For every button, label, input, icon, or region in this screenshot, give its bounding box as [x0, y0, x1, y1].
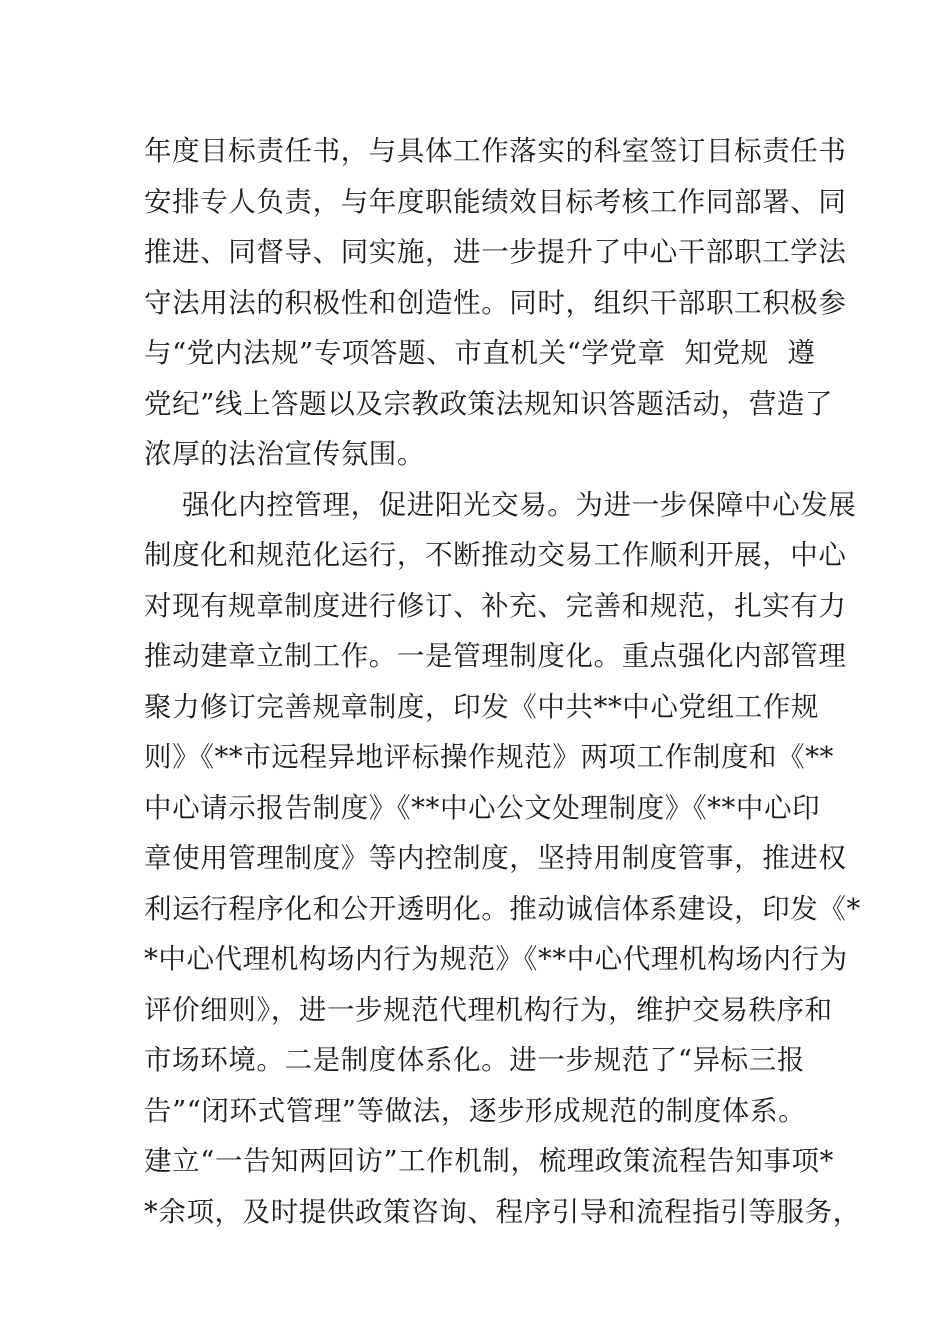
text-line: 强化内控管理，促进阳光交易。为进一步保障中心发展	[182, 488, 857, 521]
text-line: 与“党内法规”专项答题、市直机关“学党章 知党规 遵	[144, 337, 816, 369]
text-line: 年度目标责任书，与具体工作落实的科室签订目标责任书	[144, 135, 847, 167]
text-line: 推动建章立制工作。一是管理制度化。重点强化内部管理	[144, 640, 847, 672]
text-line: 推进、同督导、同实施，进一步提升了中心干部职工学法	[144, 236, 847, 268]
text-line: 守法用法的积极性和创造性。同时，组织干部职工积极参	[144, 286, 847, 319]
text-line: 中心请示报告制度》《**中心公文处理制度》《**中心印	[144, 791, 821, 824]
text-line: 市场环境。二是制度体系化。进一步规范了“异标三报	[144, 1044, 805, 1076]
text-line: 利运行程序化和公开透明化。推动诚信体系建设，印发《*	[144, 892, 861, 925]
text-line: 党纪”线上答题以及宗教政策法规知识答题活动，营造了	[144, 387, 834, 420]
text-line: 聚力修订完善规章制度，印发《中共**中心党组工作规	[144, 690, 819, 723]
text-line: *余项，及时提供政策咨询、程序引导和流程指引等服务，	[144, 1195, 861, 1228]
text-line: 告”“闭环式管理”等做法，逐步形成规范的制度体系。	[144, 1094, 807, 1127]
text-line: 安排专人负责，与年度职能绩效目标考核工作同部署、同	[144, 185, 847, 218]
text-line: 评价细则》，进一步规范代理机构行为，维护交易秩序和	[144, 993, 833, 1026]
text-line: *中心代理机构场内行为规范》《**中心代理机构场内行为	[144, 943, 848, 975]
text-line: 则》《**市远程异地评标操作规范》两项工作制度和《**	[144, 741, 834, 773]
text-line: 建立“一告知两回访”工作机制，梳理政策流程告知事项*	[144, 1145, 834, 1177]
paragraph-1	[144, 126, 847, 480]
text-line: 制度化和规范化运行，不断推动交易工作顺利开展，中心	[144, 539, 847, 571]
text-line: 浓厚的法治宣传氛围。	[144, 438, 425, 470]
document-body	[144, 126, 861, 1288]
text-line: 对现有规章制度进行修订、补充、完善和规范，扎实有力	[144, 589, 847, 622]
text-line	[144, 1237, 824, 1288]
text-line: 章使用管理制度》等内控制度，坚持用制度管事，推进权	[144, 842, 847, 874]
paragraph-2	[144, 480, 861, 1288]
